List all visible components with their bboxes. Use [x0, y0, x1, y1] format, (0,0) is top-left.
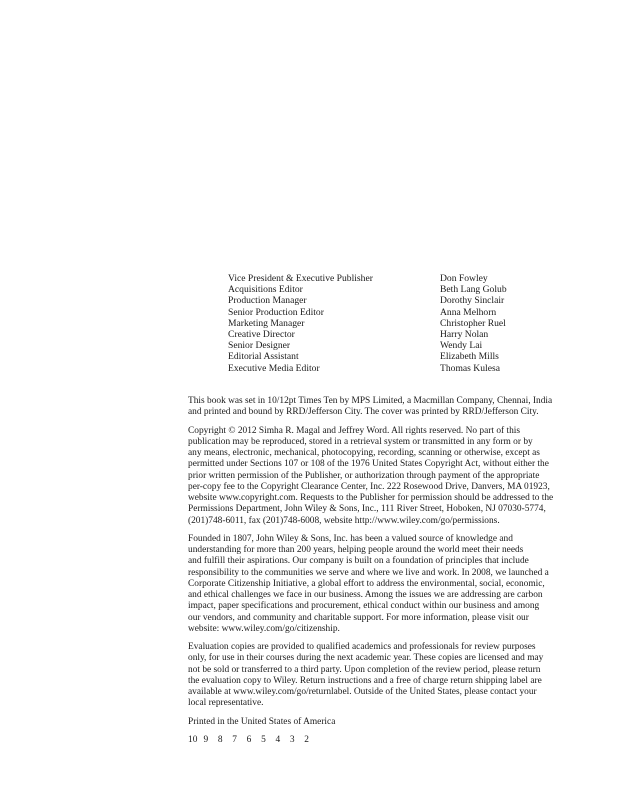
paragraph-line: not be sold or transferred to a third party. Upon completion of the review period, please return — [188, 664, 541, 675]
paragraph-line: Permissions Department, John Wiley & Sons, Inc., 111 River Street, Hoboken, NJ 07030-5774, — [188, 504, 546, 515]
credit-name: Harry Nolan — [440, 329, 489, 341]
printer-key-number: 2 — [304, 734, 309, 745]
credit-row — [228, 307, 528, 318]
credit-name: Wendy Lai — [440, 340, 483, 352]
printed-in-notice: Printed in the United States of America — [188, 716, 336, 727]
credit-name: Anna Melhorn — [440, 306, 497, 318]
paragraph-line: our vendors, and community and charitable support. For more information, please visit our — [188, 612, 529, 623]
citizenship-paragraph — [188, 534, 568, 635]
printer-key-number: 6 — [246, 734, 252, 745]
printer-key-number: 8 — [217, 734, 223, 745]
credit-role: Marketing Manager — [228, 317, 305, 329]
credit-role: Senior Designer — [228, 340, 291, 352]
printer-key-line — [188, 735, 568, 746]
printer-key-number: 4 — [275, 734, 281, 745]
credit-name: Christopher Ruel — [440, 317, 506, 329]
paragraph-line: and printed and bound by RRD/Jefferson City. The cover was printed by RRD/Jefferson City. — [188, 407, 539, 418]
credit-role: Editorial Assistant — [228, 351, 299, 363]
paragraph-line: website: www.wiley.com/go/citizenship. — [188, 623, 340, 634]
credit-role: Acquisitions Editor — [228, 284, 303, 296]
evaluation-paragraph — [188, 642, 568, 710]
credit-role: Vice President & Executive Publisher — [228, 273, 373, 284]
paragraph-line: available at www.wiley.com/go/returnlabel. Outside of the United States, please contact your — [188, 687, 537, 697]
credit-role: Production Manager — [228, 295, 307, 307]
printer-key-number: 7 — [232, 734, 237, 745]
credit-role: Creative Director — [228, 329, 295, 341]
paragraph-line: the evaluation copy to Wiley. Return instructions and a free of charge return shipping label are — [188, 675, 542, 686]
paragraph-line: Corporate Citizenship Initiative, a global effort to address the environmental, social, economic, — [188, 578, 545, 589]
printer-key-number: 5 — [261, 734, 266, 745]
paragraph-line: Founded in 1807, John Wiley & Sons, Inc. has been a valued source of knowledge and — [188, 533, 513, 544]
paragraph-line: (201)748-6011, fax (201)748-6008, website http://www.wiley.com/go/permissions. — [188, 515, 500, 526]
copyright-paragraph — [188, 426, 568, 527]
printer-key-number: 10 — [188, 734, 198, 745]
credit-row — [228, 295, 528, 306]
paragraph-line: per-copy fee to the Copyright Clearance Center, Inc. 222 Rosewood Drive, Danvers, MA 01923, — [188, 481, 550, 492]
paragraph-line: and fulfill their aspirations. Our company is built on a foundation of principles that include — [188, 556, 529, 567]
credit-name: Beth Lang Golub — [440, 284, 507, 296]
paragraph-line: This book was set in 10/12pt Times Ten by MPS Limited, a Macmillan Company, Chennai, India — [188, 396, 553, 406]
credit-name: Thomas Kulesa — [440, 362, 500, 374]
paragraph-line: prior written permission of the Publisher, or authorization through payment of the appropriate — [188, 470, 540, 481]
paragraph-line: only, for use in their courses during the next academic year. These copies are licensed and may — [188, 653, 544, 664]
printer-key-number: 3 — [289, 734, 295, 745]
credit-row — [228, 340, 528, 351]
paragraph-line: local representative. — [188, 698, 264, 709]
credit-row — [228, 273, 528, 284]
copyright-body — [188, 396, 568, 746]
typesetting-paragraph — [188, 396, 568, 419]
printer-key-number: 9 — [203, 734, 209, 745]
credit-row — [228, 284, 528, 295]
credit-row — [228, 329, 528, 340]
credit-row — [228, 318, 528, 329]
paragraph-line: any means, electronic, mechanical, photocopying, recording, scanning or otherwise, except as — [188, 448, 540, 458]
paragraph-line: Evaluation copies are provided to qualified academics and professionals for review purposes — [188, 642, 536, 652]
credit-row — [228, 351, 528, 362]
credits-list — [228, 273, 528, 374]
credit-name: Don Fowley — [440, 273, 488, 284]
paragraph-line: Copyright © 2012 Simha R. Magal and Jeffrey Word. All rights reserved. No part of this — [188, 425, 521, 436]
paragraph-line: impact, paper specifications and procurement, ethical conduct within our business and among — [188, 601, 540, 612]
credit-role: Senior Production Editor — [228, 306, 324, 318]
credit-row — [228, 363, 528, 374]
paragraph-line: website www.copyright.com. Requests to the Publisher for permission should be addressed to the — [188, 493, 554, 503]
paragraph-line: publication may be reproduced, stored in a retrieval system or transmitted in any form or by — [188, 436, 533, 447]
credit-name: Elizabeth Mills — [440, 351, 499, 363]
paragraph-line: responsibility to the communities we serve and where we live and work. In 2008, we launched a — [188, 567, 549, 578]
credit-role: Executive Media Editor — [228, 362, 320, 374]
paragraph-line: and ethical challenges we face in our business. Among the issues we are addressing are carbon — [188, 590, 543, 600]
credit-name: Dorothy Sinclair — [440, 295, 505, 307]
paragraph-line: permitted under Sections 107 or 108 of the 1976 United States Copyright Act, without either the — [188, 459, 549, 470]
paragraph-line: understanding for more than 200 years, helping people around the world meet their needs — [188, 545, 524, 555]
